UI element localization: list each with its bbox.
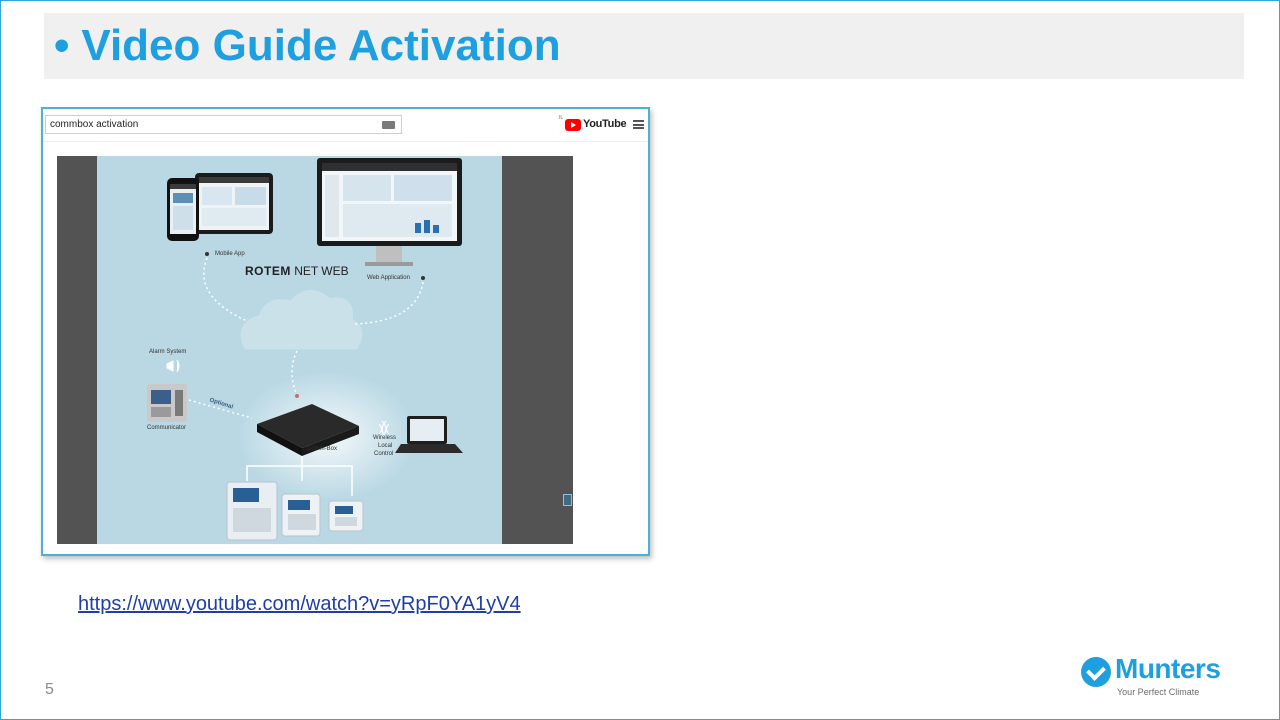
youtube-wordmark: YouTube	[583, 118, 627, 130]
slide-title	[54, 19, 561, 73]
controller-small-icon	[329, 501, 363, 531]
alarm-system-label: Alarm System	[149, 349, 187, 355]
hamburger-menu-icon[interactable]	[633, 120, 644, 129]
title-bullet: •	[54, 21, 70, 70]
comm-box-label: Comm-Box	[307, 446, 338, 452]
video-player[interactable]	[57, 156, 573, 544]
youtube-video-link[interactable]: https://www.youtube.com/watch?v=yRpF0YA1yV4	[78, 593, 521, 615]
title-bar	[44, 13, 1244, 79]
youtube-logo[interactable]	[559, 115, 627, 134]
cloud-icon	[244, 293, 359, 346]
controller-medium-icon	[282, 494, 320, 536]
communicator-label: Communicator	[147, 425, 187, 431]
slide-title-text: Video Guide Activation	[81, 21, 561, 70]
wireless-label-2: Local	[378, 443, 393, 449]
optional-label: Optional	[208, 397, 234, 411]
region-code: IL	[559, 115, 564, 121]
phone-device-icon	[167, 178, 199, 241]
search-input[interactable]	[45, 115, 402, 134]
monitor-device-icon	[317, 158, 462, 266]
speaker-icon	[167, 360, 179, 372]
search-input-text: commbox activation	[50, 119, 139, 130]
tablet-device-icon	[195, 173, 273, 234]
video-frame-diagram	[97, 156, 502, 544]
video-screenshot[interactable]	[41, 107, 650, 556]
page-number: 5	[45, 681, 54, 698]
wireless-label-3: Control	[374, 451, 394, 457]
communicator-device-icon	[147, 384, 187, 422]
web-application-label: Web Application	[367, 275, 410, 281]
rotem-net-web-logo	[245, 264, 349, 278]
munters-name: Munters	[1115, 653, 1221, 684]
mobile-app-label: Mobile App	[215, 251, 245, 257]
munters-logo	[1081, 655, 1241, 699]
keyboard-icon[interactable]	[382, 121, 395, 129]
youtube-topbar	[43, 109, 648, 142]
brand-bold-text: ROTEM	[245, 264, 291, 278]
youtube-play-icon	[565, 119, 581, 131]
wireless-label-1: Wireless	[373, 435, 397, 441]
video-side-icon[interactable]	[563, 494, 572, 506]
brand-rest-text: NET WEB	[294, 264, 349, 278]
controller-large-icon	[227, 482, 277, 540]
munters-tagline: Your Perfect Climate	[1117, 687, 1200, 697]
munters-mark-icon	[1081, 657, 1111, 687]
